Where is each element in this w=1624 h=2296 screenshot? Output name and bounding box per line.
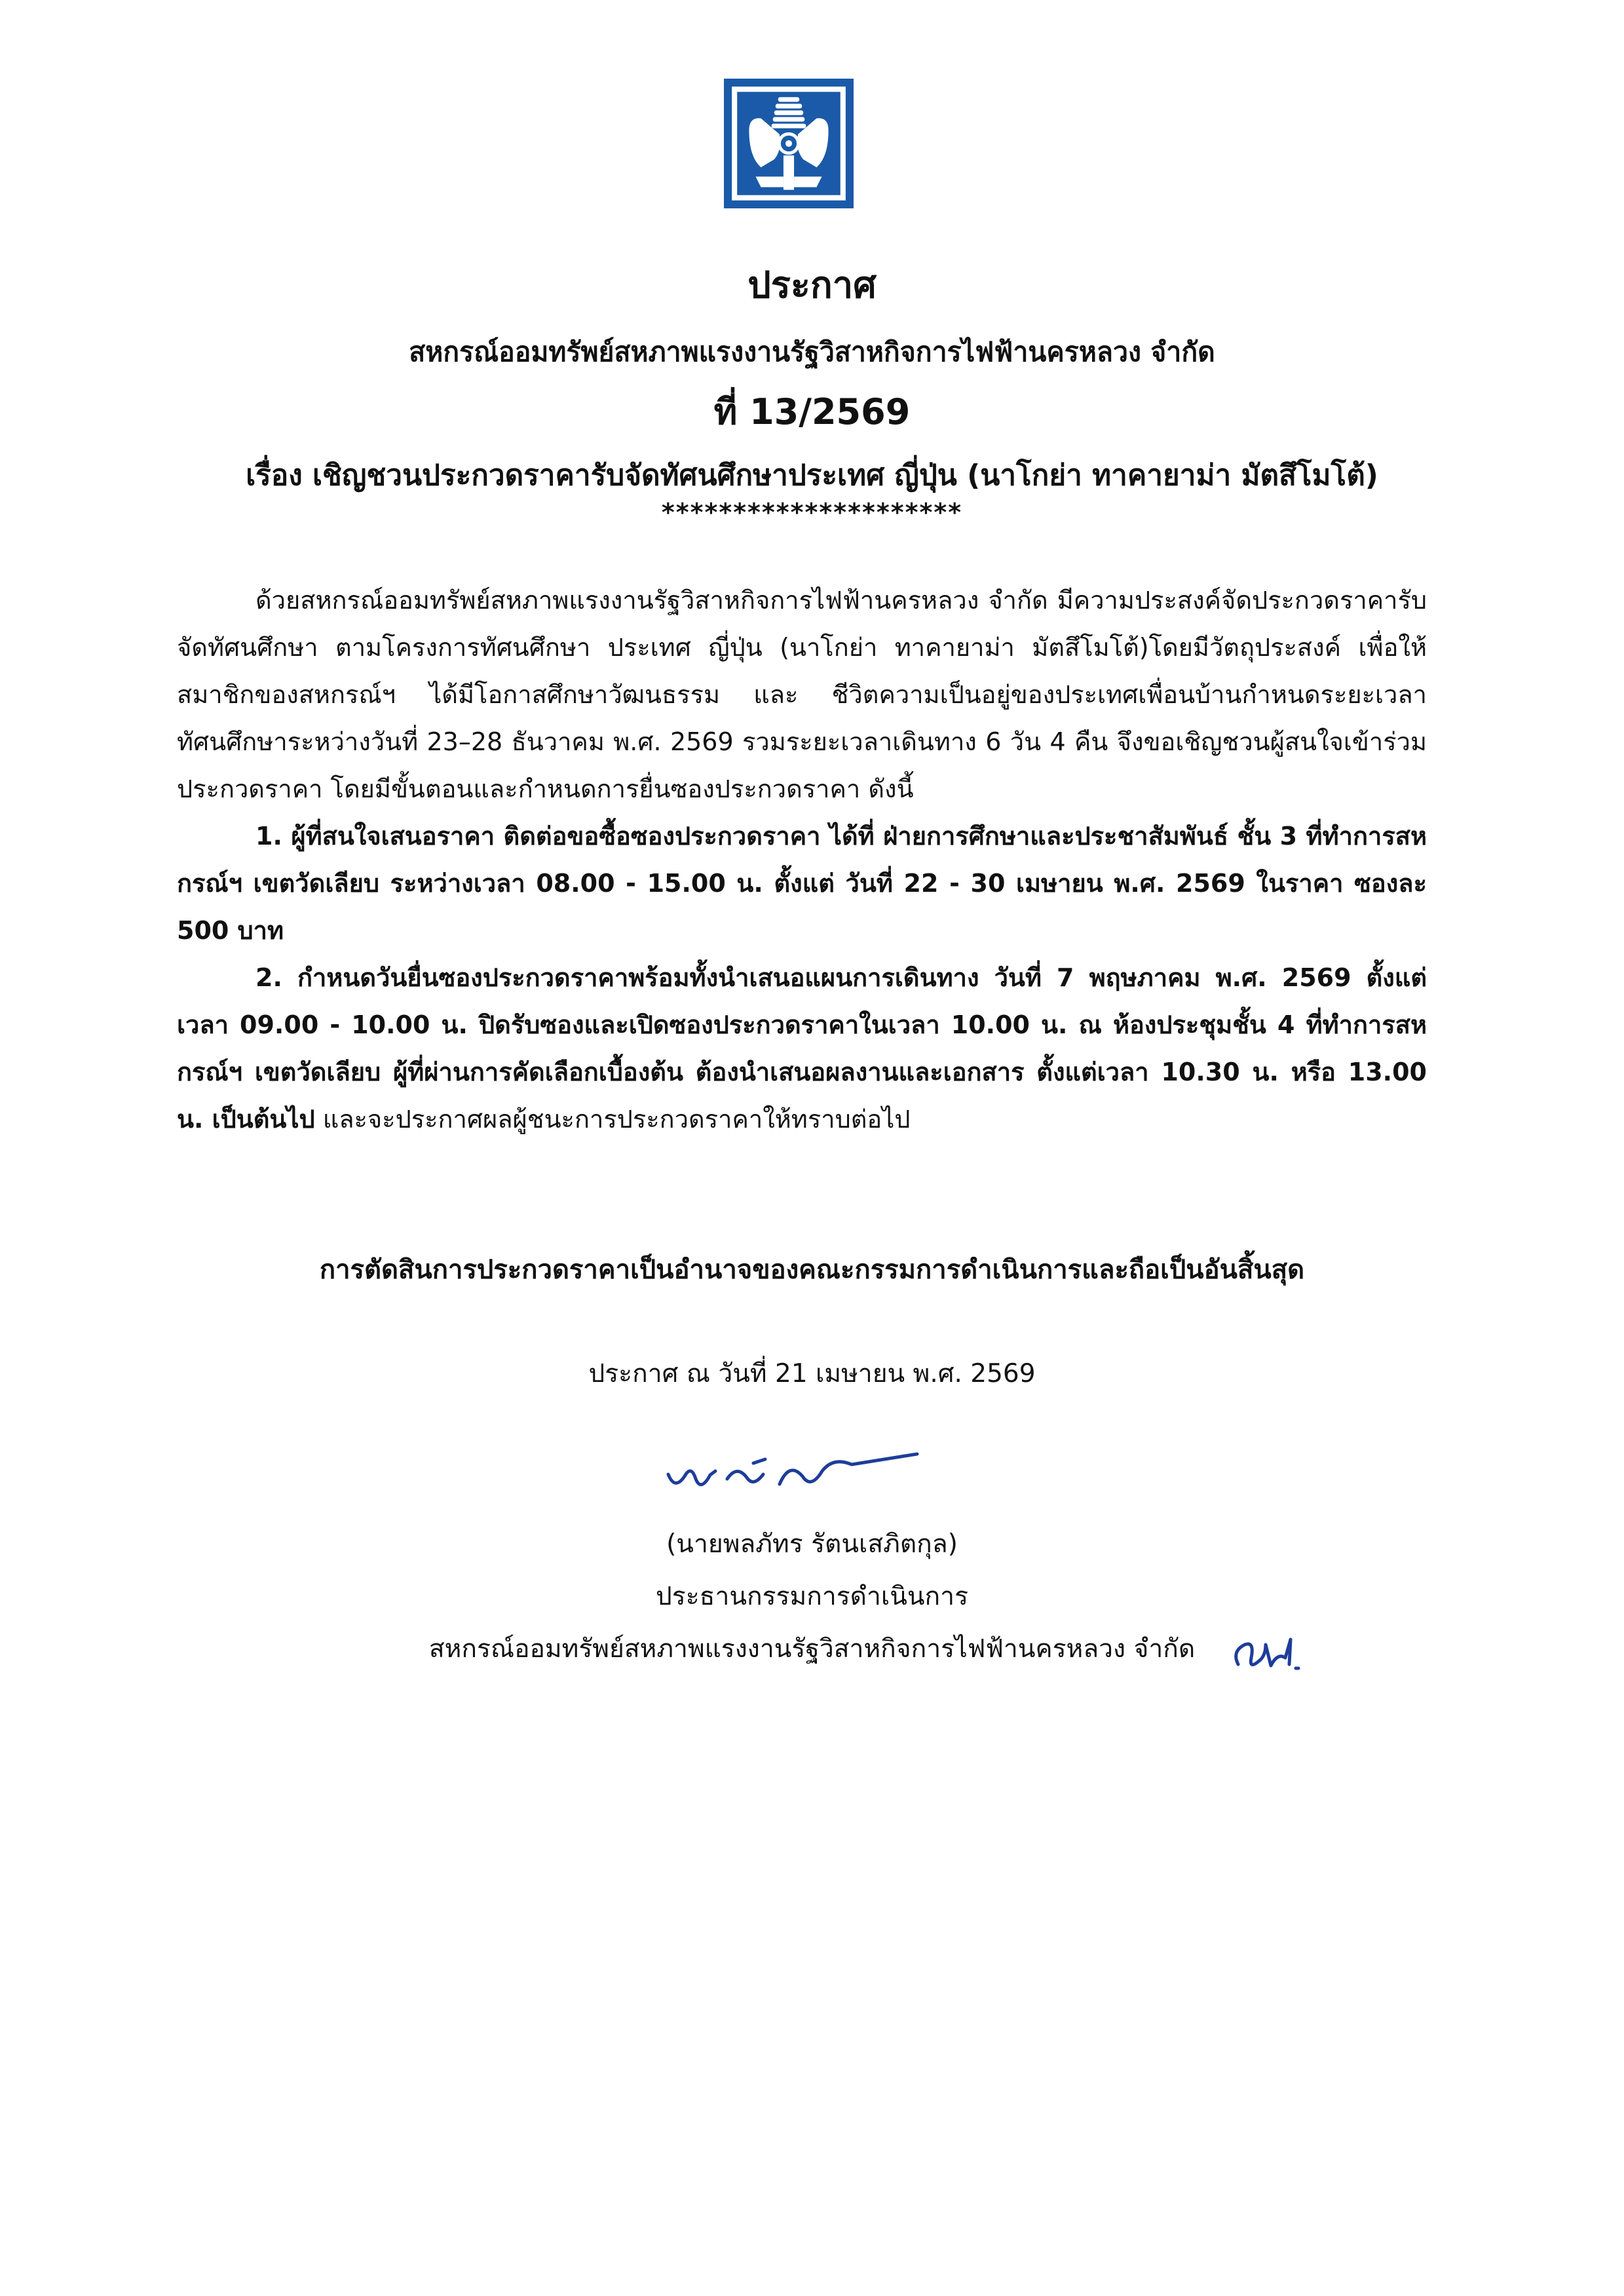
item-2-paragraph: [177, 954, 1427, 1143]
handwritten-initial-icon: [1225, 1625, 1310, 1677]
signer-position: ประธานกรรมการดำเนินการ: [655, 1582, 969, 1611]
organization-name: สหกรณ์ออมทรัพย์สหภาพแรงงานรัฐวิสาหกิจการไฟฟ้านครหลวง จำกัด: [409, 336, 1215, 368]
announcement-subject: เรื่อง เชิญชวนประกวดราคารับจัดทัศนศึกษาประเทศ ญี่ปุ่น (นาโกย่า ทาคายาม่า มัตสึโมโต้): [246, 459, 1378, 492]
handwritten-signature-icon: [655, 1438, 930, 1510]
announcement-title: ประกาศ: [747, 264, 877, 307]
intro-paragraph: ด้วยสหกรณ์ออมทรัพย์สหภาพแรงงานรัฐวิสาหกิจการไฟฟ้านครหลวง จำกัด มีความประสงค์จัดประกวดราคารับจัดทัศนศึกษา ตามโครงการทัศนศึกษา ประเทศ ญี่ปุ่น (นาโกย่า ทาคายาม่า มัตสึโมโต้)โดยมีวัตถุประสงค์ เพื่อให้สมาชิกของสหกรณ์ฯ ได้มีโอกาสศึกษาวัฒนธรรม และ ชีวิตความเป็นอยู่ของประเทศเพื่อนบ้านกำหนดระยะเวลาทัศนศึกษาระหว่างวันที่ 23–28 ธันวาคม พ.ศ. 2569 รวมระยะเวลาเดินทาง 6 วัน 4 คืน จึงขอเชิญชวนผู้สนใจเข้าร่วมประกวดราคา โดยมีขั้นตอนและกำหนดการยื่นซองประกวดราคา ดังนี้: [177, 586, 1427, 803]
announcement-body: [177, 577, 1427, 1143]
separator-line: *********************: [661, 498, 963, 527]
signer-organization: สหกรณ์ออมทรัพย์สหภาพแรงงานรัฐวิสาหกิจการไฟฟ้านครหลวง จำกัด: [428, 1634, 1196, 1664]
announcement-date: ประกาศ ณ วันที่ 21 เมษายน พ.ศ. 2569: [588, 1359, 1036, 1388]
announcement-number: ที่ 13/2569: [713, 391, 911, 432]
signer-name: (นายพลภัทร รัตนเสภิตกุล): [666, 1529, 958, 1559]
cooperative-logo-icon: [723, 77, 855, 210]
item-1-paragraph: 1. ผู้ที่สนใจเสนอราคา ติดต่อขอซื้อซองประกวดราคา ได้ที่ ฝ่ายการศึกษาและประชาสัมพันธ์ ชั้น 3 ที่ทำการสหกรณ์ฯ เขตวัดเลียบ ระหว่างเวลา 08.00 - 15.00 น. ตั้งแต่ วันที่ 22 - 30 เมษายน พ.ศ. 2569 ในราคา ซองละ 500 บาท: [177, 822, 1427, 945]
item-2-bold-text: 2. กำหนดวันยื่นซองประกวดราคาพร้อมทั้งนำเสนอแผนการเดินทาง วันที่ 7 พฤษภาคม พ.ศ. 2569 ตั้งแต่เวลา 09.00 - 10.00 น. ปิดรับซองและเปิดซองประกวดราคาในเวลา 10.00 น. ณ ห้องประชุมชั้น 4 ที่ทำการสหกรณ์ฯ เขตวัดเลียบ ผู้ที่ผ่านการคัดเลือกเบื้องต้น ต้องนำเสนอผลงานและเอกสาร ตั้งแต่เวลา 10.30 น. หรือ 13.00 น. เป็นต้นไป: [177, 963, 1427, 1134]
item-2-normal-text: และจะประกาศผลผู้ชนะการประกวดราคาให้ทราบต่อไป: [314, 1105, 911, 1134]
closing-statement: การตัดสินการประกวดราคาเป็นอำนาจของคณะกรรมการดำเนินการและถือเป็นอันสิ้นสุด: [319, 1255, 1305, 1285]
